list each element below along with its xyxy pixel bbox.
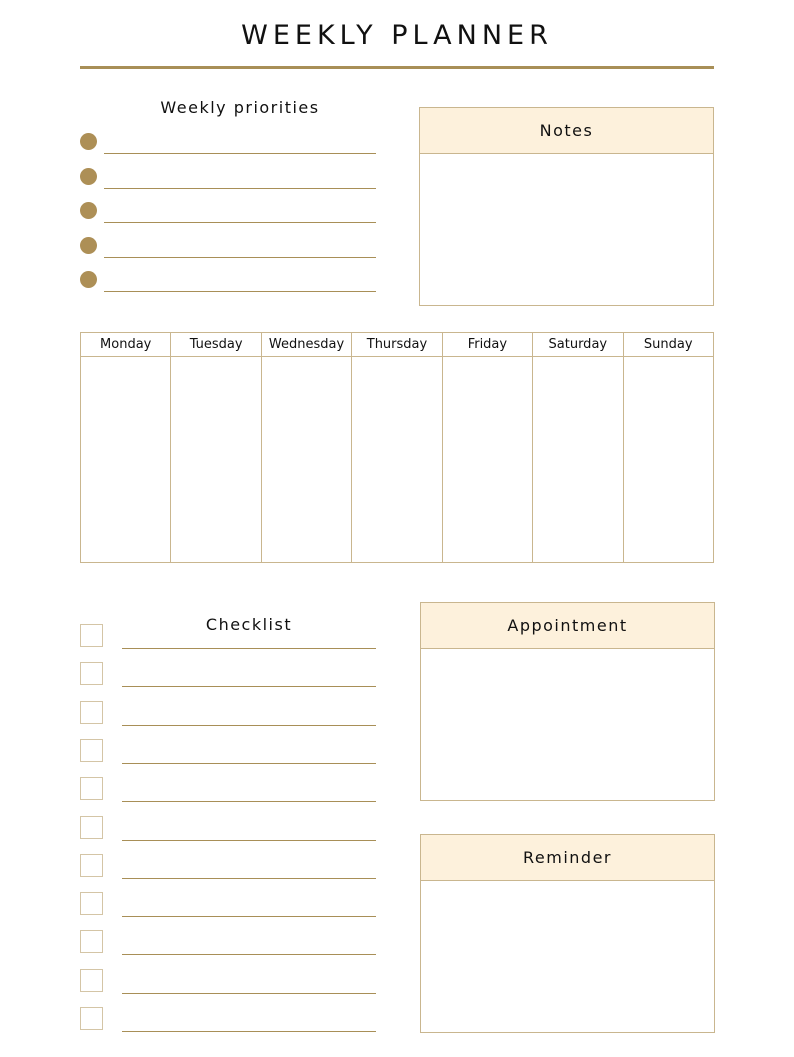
checklist-checkbox[interactable]	[80, 854, 103, 877]
day-header: Monday	[81, 333, 170, 357]
bullet-dot-icon	[80, 271, 97, 288]
priority-write-line[interactable]	[104, 222, 376, 223]
checklist-write-line[interactable]	[122, 801, 376, 802]
checklist-write-line[interactable]	[122, 916, 376, 917]
day-cell[interactable]	[352, 357, 441, 562]
checklist-checkbox[interactable]	[80, 701, 103, 724]
checklist-checkbox[interactable]	[80, 777, 103, 800]
priority-write-line[interactable]	[104, 257, 376, 258]
checklist-checkbox[interactable]	[80, 892, 103, 915]
checklist-write-line[interactable]	[122, 763, 376, 764]
day-column	[443, 333, 533, 562]
priority-write-line[interactable]	[104, 188, 376, 189]
day-header: Sunday	[624, 333, 713, 357]
day-header: Friday	[443, 333, 532, 357]
checklist-checkbox[interactable]	[80, 1007, 103, 1030]
day-cell[interactable]	[171, 357, 260, 562]
page-title: WEEKLY PLANNER	[241, 20, 553, 51]
reminder-header: Reminder	[421, 835, 714, 881]
checklist-checkbox[interactable]	[80, 816, 103, 839]
checklist-write-line[interactable]	[122, 840, 376, 841]
checklist-checkbox[interactable]	[80, 930, 103, 953]
day-header: Saturday	[533, 333, 622, 357]
day-header: Thursday	[352, 333, 441, 357]
priority-item[interactable]	[80, 133, 376, 153]
day-column	[624, 333, 713, 562]
day-cell[interactable]	[624, 357, 713, 562]
day-header: Tuesday	[171, 333, 260, 357]
checklist-heading: Checklist	[205, 615, 293, 634]
bullet-dot-icon	[80, 202, 97, 219]
reminder-box[interactable]	[420, 834, 715, 1033]
notes-box[interactable]	[419, 107, 714, 306]
checklist-write-line[interactable]	[122, 1031, 376, 1032]
appointment-header: Appointment	[421, 603, 714, 649]
priority-item[interactable]	[80, 271, 376, 291]
priority-item[interactable]	[80, 168, 376, 188]
priority-item[interactable]	[80, 237, 376, 257]
bullet-dot-icon	[80, 237, 97, 254]
priority-write-line[interactable]	[104, 291, 376, 292]
checklist-write-line[interactable]	[122, 878, 376, 879]
day-cell[interactable]	[81, 357, 170, 562]
day-column	[262, 333, 352, 562]
day-column	[81, 333, 171, 562]
checklist-checkbox[interactable]	[80, 662, 103, 685]
checklist-checkbox[interactable]	[80, 739, 103, 762]
day-column	[533, 333, 623, 562]
day-column	[171, 333, 261, 562]
day-cell[interactable]	[443, 357, 532, 562]
day-cell[interactable]	[262, 357, 351, 562]
title-divider	[80, 66, 714, 69]
day-column	[352, 333, 442, 562]
checklist-write-line[interactable]	[122, 648, 376, 649]
day-header: Wednesday	[262, 333, 351, 357]
appointment-box[interactable]	[420, 602, 715, 801]
checklist-write-line[interactable]	[122, 686, 376, 687]
checklist-write-line[interactable]	[122, 725, 376, 726]
priorities-heading: Weekly priorities	[160, 98, 320, 117]
checklist-checkbox[interactable]	[80, 624, 103, 647]
checklist-checkbox[interactable]	[80, 969, 103, 992]
bullet-dot-icon	[80, 168, 97, 185]
day-cell[interactable]	[533, 357, 622, 562]
checklist-write-line[interactable]	[122, 954, 376, 955]
priority-item[interactable]	[80, 202, 376, 222]
checklist-write-line[interactable]	[122, 993, 376, 994]
notes-header: Notes	[420, 108, 713, 154]
week-table	[80, 332, 714, 563]
bullet-dot-icon	[80, 133, 97, 150]
priority-write-line[interactable]	[104, 153, 376, 154]
